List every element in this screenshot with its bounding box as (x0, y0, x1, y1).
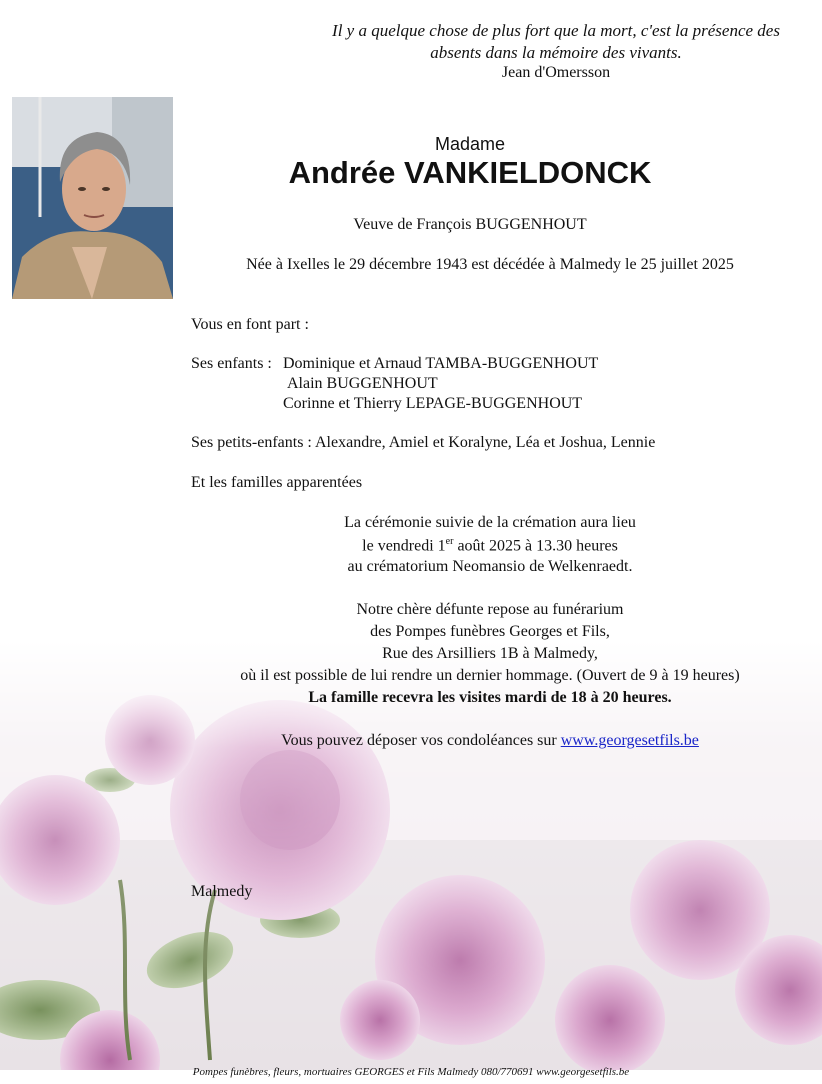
place-text: Malmedy (191, 883, 253, 900)
children-label: Ses enfants : (191, 355, 272, 372)
child-entry: Alain BUGGENHOUT (287, 375, 438, 392)
child-entry: Corinne et Thierry LEPAGE-BUGGENHOUT (283, 395, 583, 412)
condolences-text: Vous pouvez déposer vos condoléances sur (281, 732, 557, 749)
portrait-photo (12, 97, 173, 299)
deceased-title: Madame (434, 134, 506, 154)
ceremony-line-2: le vendredi 1er août 2025 à 13.30 heures (362, 536, 618, 555)
ceremony-line-3: au crématorium Neomansio de Welkenraedt. (347, 558, 633, 575)
quote-author: Jean d'Omersson (501, 64, 611, 81)
child-entry: Dominique et Arnaud TAMBA-BUGGENHOUT (283, 355, 599, 372)
quote-line-2: absents dans la mémoire des vivants. (430, 43, 682, 62)
quote-text (300, 20, 812, 64)
visitation-line-1: Notre chère défunte repose au funérarium (356, 601, 624, 618)
condolences-line (190, 732, 790, 750)
visitation-line-4: où il est possible de lui rendre un dernier hommage. (Ouvert de 9 à 19 heures) (240, 667, 740, 684)
birth-death-line: Née à Ixelles le 29 décembre 1943 est décédée à Malmedy le 25 juillet 2025 (246, 256, 734, 273)
announcement-intro: Vous en font part : (191, 316, 309, 333)
visitation-line-5: La famille recevra les visites mardi de 18 à 20 heures. (308, 689, 672, 706)
condolences-link[interactable]: www.georgesetfils.be (560, 732, 699, 749)
visitation-line-3: Rue des Arsilliers 1B à Malmedy, (382, 645, 598, 662)
grandchildren-line: Ses petits-enfants : Alexandre, Amiel et Koralyne, Léa et Joshua, Lennie (191, 434, 656, 451)
visitation-line-2: des Pompes funèbres Georges et Fils, (370, 623, 610, 640)
footer-text: Pompes funèbres, fleurs, mortuaires GEORGES et Fils Malmedy 080/770691 www.georgesetfils.be (192, 1066, 630, 1078)
deceased-name: Andrée VANKIELDONCK (288, 155, 652, 190)
spouse-line: Veuve de François BUGGENHOUT (353, 216, 587, 233)
quote-line-1: Il y a quelque chose de plus fort que la mort, c'est la présence des (332, 21, 780, 40)
ceremony-line-1: La cérémonie suivie de la crémation aura lieu (344, 514, 636, 531)
relatives-line: Et les familles apparentées (191, 474, 363, 491)
